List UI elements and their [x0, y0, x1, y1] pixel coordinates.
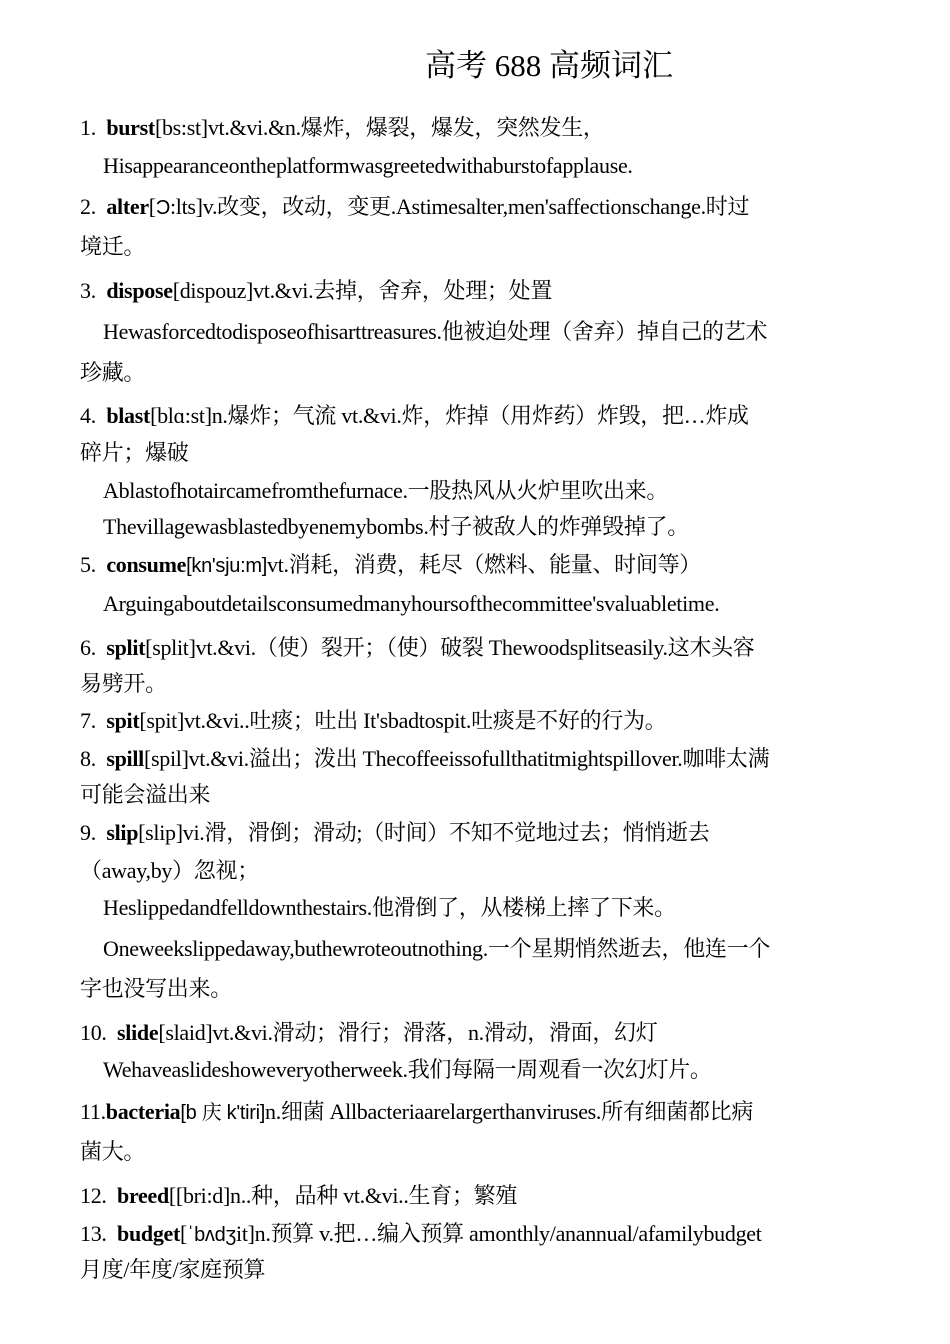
headword: alter — [106, 194, 149, 219]
definition: [split]vt.&vi.（使）裂开；（使）破裂 Thewoodsplitseasily.这木头容 — [145, 635, 755, 660]
phonetic-symbol: bʌdʒ — [194, 1224, 237, 1246]
headword: spit — [106, 708, 140, 733]
headword: slip — [106, 820, 139, 845]
definition-part: :lts]v.改变，改动，变更.Astimesalter,men'saffectionschange.时过 — [169, 194, 750, 219]
entry-number: 5. — [80, 552, 96, 577]
headword: budget — [117, 1221, 181, 1246]
page-title: 高考 688 高频词汇 — [425, 48, 673, 83]
entry-8 — [80, 744, 880, 774]
phonetic: [kn'sju:m] — [186, 555, 267, 577]
continuation-line: 珍藏。 — [80, 360, 146, 385]
headword: breed — [117, 1183, 169, 1208]
continuation-line: 月度/年度/家庭预算 — [80, 1257, 266, 1282]
continuation-line: 境迁。 — [80, 234, 146, 259]
headword: bacteria — [105, 1099, 181, 1124]
entry-number: 1. — [80, 115, 96, 140]
example-sentence: Heslippedandfelldownthestairs.他滑倒了，从楼梯上摔了下来。 — [103, 895, 676, 920]
entry-11 — [80, 1097, 880, 1128]
definition: [slaid]vt.&vi.滑动；滑行；滑落，n.滑动，滑面，幻灯 — [158, 1020, 658, 1045]
headword: dispose — [106, 278, 173, 303]
example-sentence: Arguingaboutdetailsconsumedmanyhoursofthecommittee'svaluabletime. — [103, 591, 720, 616]
headword: blast — [106, 403, 151, 428]
continuation-line: 菌大。 — [80, 1139, 146, 1164]
continuation-line: 字也没写出来。 — [80, 976, 232, 1001]
definition: vt.消耗，消费，耗尽（燃料、能量、时间等） — [266, 552, 701, 577]
entry-12 — [80, 1181, 880, 1211]
entry-7 — [80, 706, 880, 736]
entry-number: 8. — [80, 746, 96, 771]
entry-number: 6. — [80, 635, 96, 660]
entry-13 — [80, 1219, 880, 1250]
entry-10 — [80, 1018, 880, 1048]
definition-part: [ˈ — [180, 1221, 195, 1246]
headword: burst — [106, 115, 155, 140]
phonetic-symbol: Ɔ — [155, 197, 170, 219]
continuation-line: 易劈开。 — [80, 671, 167, 696]
entry-number: 12. — [80, 1183, 107, 1208]
definition: [dispouz]vt.&vi.去掉，舍弃，处理；处置 — [172, 278, 553, 303]
definition: n.细菌 Allbacteriaarelargerthanviruses.所有细菌都比病 — [265, 1099, 754, 1124]
headword: spill — [106, 746, 144, 771]
example-sentence: Thevillagewasblastedbyenemybombs.村子被敌人的炸弹毁掉了。 — [103, 514, 689, 539]
definition: [slip]vi.滑，滑倒；滑动;（时间）不知不觉地过去；悄悄逝去 — [138, 820, 710, 845]
definition-part: [ — [148, 194, 156, 219]
definition: [spit]vt.&vi..吐痰；吐出 It'sbadtospit.吐痰是不好的行为。 — [139, 708, 667, 733]
entry-number: 7. — [80, 708, 96, 733]
example-sentence: Hisappearanceontheplatformwasgreetedwithaburstofapplause. — [103, 153, 633, 178]
entry-9 — [80, 818, 880, 848]
headword: consume — [106, 552, 187, 577]
example-sentence: Ablastofhotaircamefromthefurnace.一股热风从火炉里吹出来。 — [103, 478, 669, 503]
definition: [bs:st]vt.&vi.&n.爆炸，爆裂，爆发，突然发生， — [154, 115, 605, 140]
continuation-line: 碎片；爆破 — [80, 440, 189, 465]
definition: [[bri:d]n..种，品种 vt.&vi..生育；繁殖 — [168, 1183, 518, 1208]
entry-number: 11. — [80, 1099, 106, 1124]
definition: [blɑ:st]n.爆炸；气流 vt.&vi.炸，炸掉（用炸药）炸毁，把…炸成 — [150, 403, 749, 428]
entry-3 — [80, 276, 880, 306]
entry-number: 3. — [80, 278, 96, 303]
example-sentence: Wehaveaslideshoweveryotherweek.我们每隔一周观看一次幻灯片。 — [103, 1057, 712, 1082]
continuation-line: 可能会溢出来 — [80, 782, 211, 807]
example-sentence: Oneweekslippedaway,buthewroteoutnothing.一个星期悄然逝去，他连一个 — [103, 936, 771, 961]
definition-part: it]n.预算 v.把…编入预算 amonthly/anannual/afamilybudget — [236, 1221, 762, 1246]
entry-number: 9. — [80, 820, 96, 845]
entry-1 — [80, 113, 880, 143]
definition: [spil]vt.&vi.溢出；泼出 Thecoffeeissofullthatitmightspillover.咖啡太满 — [143, 746, 770, 771]
entry-4 — [80, 401, 880, 431]
entry-number: 10. — [80, 1020, 107, 1045]
headword: slide — [117, 1020, 159, 1045]
example-sentence: Hewasforcedtodisposeofhisarttreasures.他被迫处理（舍弃）掉自己的艺术 — [103, 319, 768, 344]
entry-number: 4. — [80, 403, 96, 428]
entry-number: 13. — [80, 1221, 107, 1246]
entry-5 — [80, 550, 880, 581]
entry-number: 2. — [80, 194, 96, 219]
entry-2 — [80, 192, 880, 223]
entry-6 — [80, 633, 880, 663]
headword: split — [106, 635, 146, 660]
continuation-line: （away,by）忽视； — [80, 858, 259, 883]
phonetic: [b 庆 k'tiri] — [180, 1102, 266, 1124]
